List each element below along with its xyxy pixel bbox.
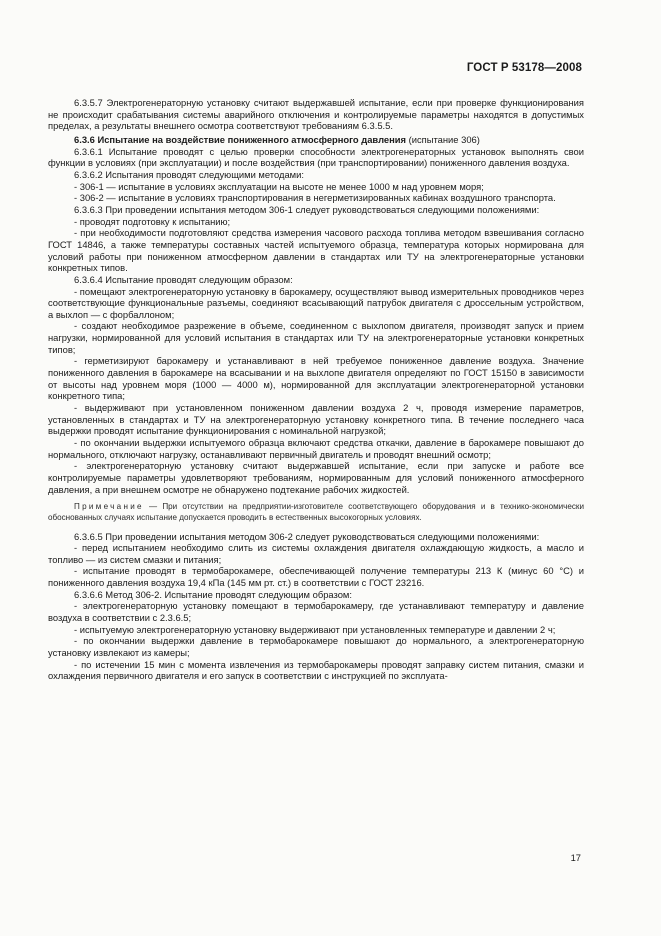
list-item: - создают необходимое разрежение в объеме, соединенном с выхлопом двигателя, производят запуск и прием нагрузки, нормированной для условий испытания в стандартах или ТУ на электрогенераторные установки конкретных типов;: [48, 320, 584, 355]
list-item: - электрогенераторную установку считают выдержавшей испытание, если при запуске и работе все контролируемые параметры удовлетворяют требованиям, нормированным для условий пониженного атмосферного давления, а при внешнем осмотре не обнаружено подтекание рабочих жидкостей.: [48, 460, 584, 495]
list-item: - по истечении 15 мин с момента извлечения из термобарокамеры проводят заправку систем питания, смазки и охлаждения первичного двигателя и его запуск в соответствии с инструкцией по эксплуата-: [48, 658, 584, 682]
section-6-3-6-heading: [48, 134, 584, 146]
note: [48, 502, 584, 523]
list-item: - выдерживают при установленном пониженном давлении воздуха 2 ч, проводя измерение параметров, установленных в стандартах и ТУ на электрогенераторную установку конкретного типа. В течение последнего часа выдержки проводят испытание функционирования с номинальной нагрузкой;: [48, 402, 584, 437]
clause-6-3-6-3: 6.3.6.3 При проведении испытания методом 306-1 следует руководствоваться следующими положениями:: [74, 203, 540, 215]
clause-6-3-6-4: 6.3.6.4 Испытание проводят следующим образом:: [74, 273, 293, 285]
list-item: - перед испытанием необходимо слить из системы охлаждения двигателя охлаждающую жидкость, а масло и топливо — из систем смазки и питания;: [48, 542, 584, 565]
document-header: ГОСТ Р 53178—2008: [466, 62, 582, 74]
clause-6-3-5-7: 6.3.5.7 Электрогенераторную установку считают выдержавшей испытание, если при проверке функционирования не происходит срабатывания системы аварийного отключения и контролируемые параметры находятся в допустимых пределах, а результаты внешнего осмотра соответствуют требованиям 6.3.5.5.: [48, 97, 584, 132]
list-item: - по окончании выдержки испытуемого образца включают средства откачки, давление в барокамере повышают до нормального, отключают нагрузку, останавливают первичный двигатель и проводят внешний осмотр;: [48, 437, 584, 460]
list-item: - проводят подготовку к испытанию;: [74, 215, 231, 227]
clause-6-3-6-1: 6.3.6.1 Испытание проводят с целью проверки способности электрогенераторных установок выполнять свои функции в условиях (при эксплуатации) и после воздействия (при транспортировании) пониженного давления воздуха.: [48, 145, 584, 169]
list-item: - герметизируют барокамеру и устанавливают в ней требуемое пониженное давление воздуха. Значение пониженного давления в барокамере на всасывании и на выхлопе двигателя определяют по ГОСТ 15150 в зависимости от высоты над уровнем моря (1000 — 4000 м), нормированной для эксплуатации электрогенераторной установки конкретного типа;: [48, 355, 584, 402]
note-text: — При отсутствии на предприятии-изготовителе соответствующего оборудования и в технико-экономически обоснованных случаях испытание допускается проводить в естественных высокогорных условиях.: [48, 502, 584, 522]
list-item: - электрогенераторную установку помещают в термобарокамеру, где устанавливают температуру и давление воздуха в соответствии с 2.3.6.5;: [48, 600, 584, 624]
clause-6-3-6-2: 6.3.6.2 Испытания проводят следующими методами:: [74, 168, 304, 180]
document-body: [48, 97, 584, 682]
section-title-suffix: (испытание 306): [406, 133, 480, 145]
section-title: 6.3.6 Испытание на воздействие пониженного атмосферного давления: [74, 133, 407, 145]
list-item: - по окончании выдержки давление в термобарокамере повышают до нормального, а электрогенераторную установку извлекают из камеры;: [48, 635, 584, 659]
note-label: Примечание: [74, 502, 144, 512]
clause-6-3-6-5: 6.3.6.5 При проведении испытания методом 306-2 следует руководствоваться следующими положениями:: [74, 530, 540, 542]
list-item: - при необходимости подготовляют средства измерения часового расхода топлива методом взвешивания согласно ГОСТ 14846, а также температуры составных частей испытуемого образца, температура которых нормирована для условий работы при пониженном атмосферном давлении в стандартах или ТУ на электрогенераторные установки конкретных типов.: [48, 227, 584, 274]
page-number: 17: [570, 852, 581, 863]
list-item: - 306-2 — испытание в условиях транспортирования в негерметизированных кабинах воздушного транспорта.: [74, 192, 556, 204]
list-item: - 306-1 — испытание в условиях эксплуатации на высоте не менее 1000 м над уровнем моря;: [74, 180, 484, 192]
list-item: - помещают электрогенераторную установку в барокамеру, осуществляют вывод измерительных проводников через соответствующие функциональные разъемы, соединяют всасывающий патрубок двигателя с дроссельным устройством, а выхлоп — с форбаллоном;: [48, 285, 584, 320]
list-item: - испытание проводят в термобарокамере, обеспечивающей получение температуры 213 К (минус 60 °С) и пониженного давления воздуха 19,4 кПа (145 мм рт. ст.) в соответствии с ГОСТ 23216.: [48, 565, 584, 589]
clause-6-3-6-6: 6.3.6.6 Метод 306-2. Испытание проводят следующим образом:: [74, 588, 352, 600]
list-item: - испытуемую электрогенераторную установку выдерживают при установленных температуре и давлении 2 ч;: [74, 623, 556, 635]
